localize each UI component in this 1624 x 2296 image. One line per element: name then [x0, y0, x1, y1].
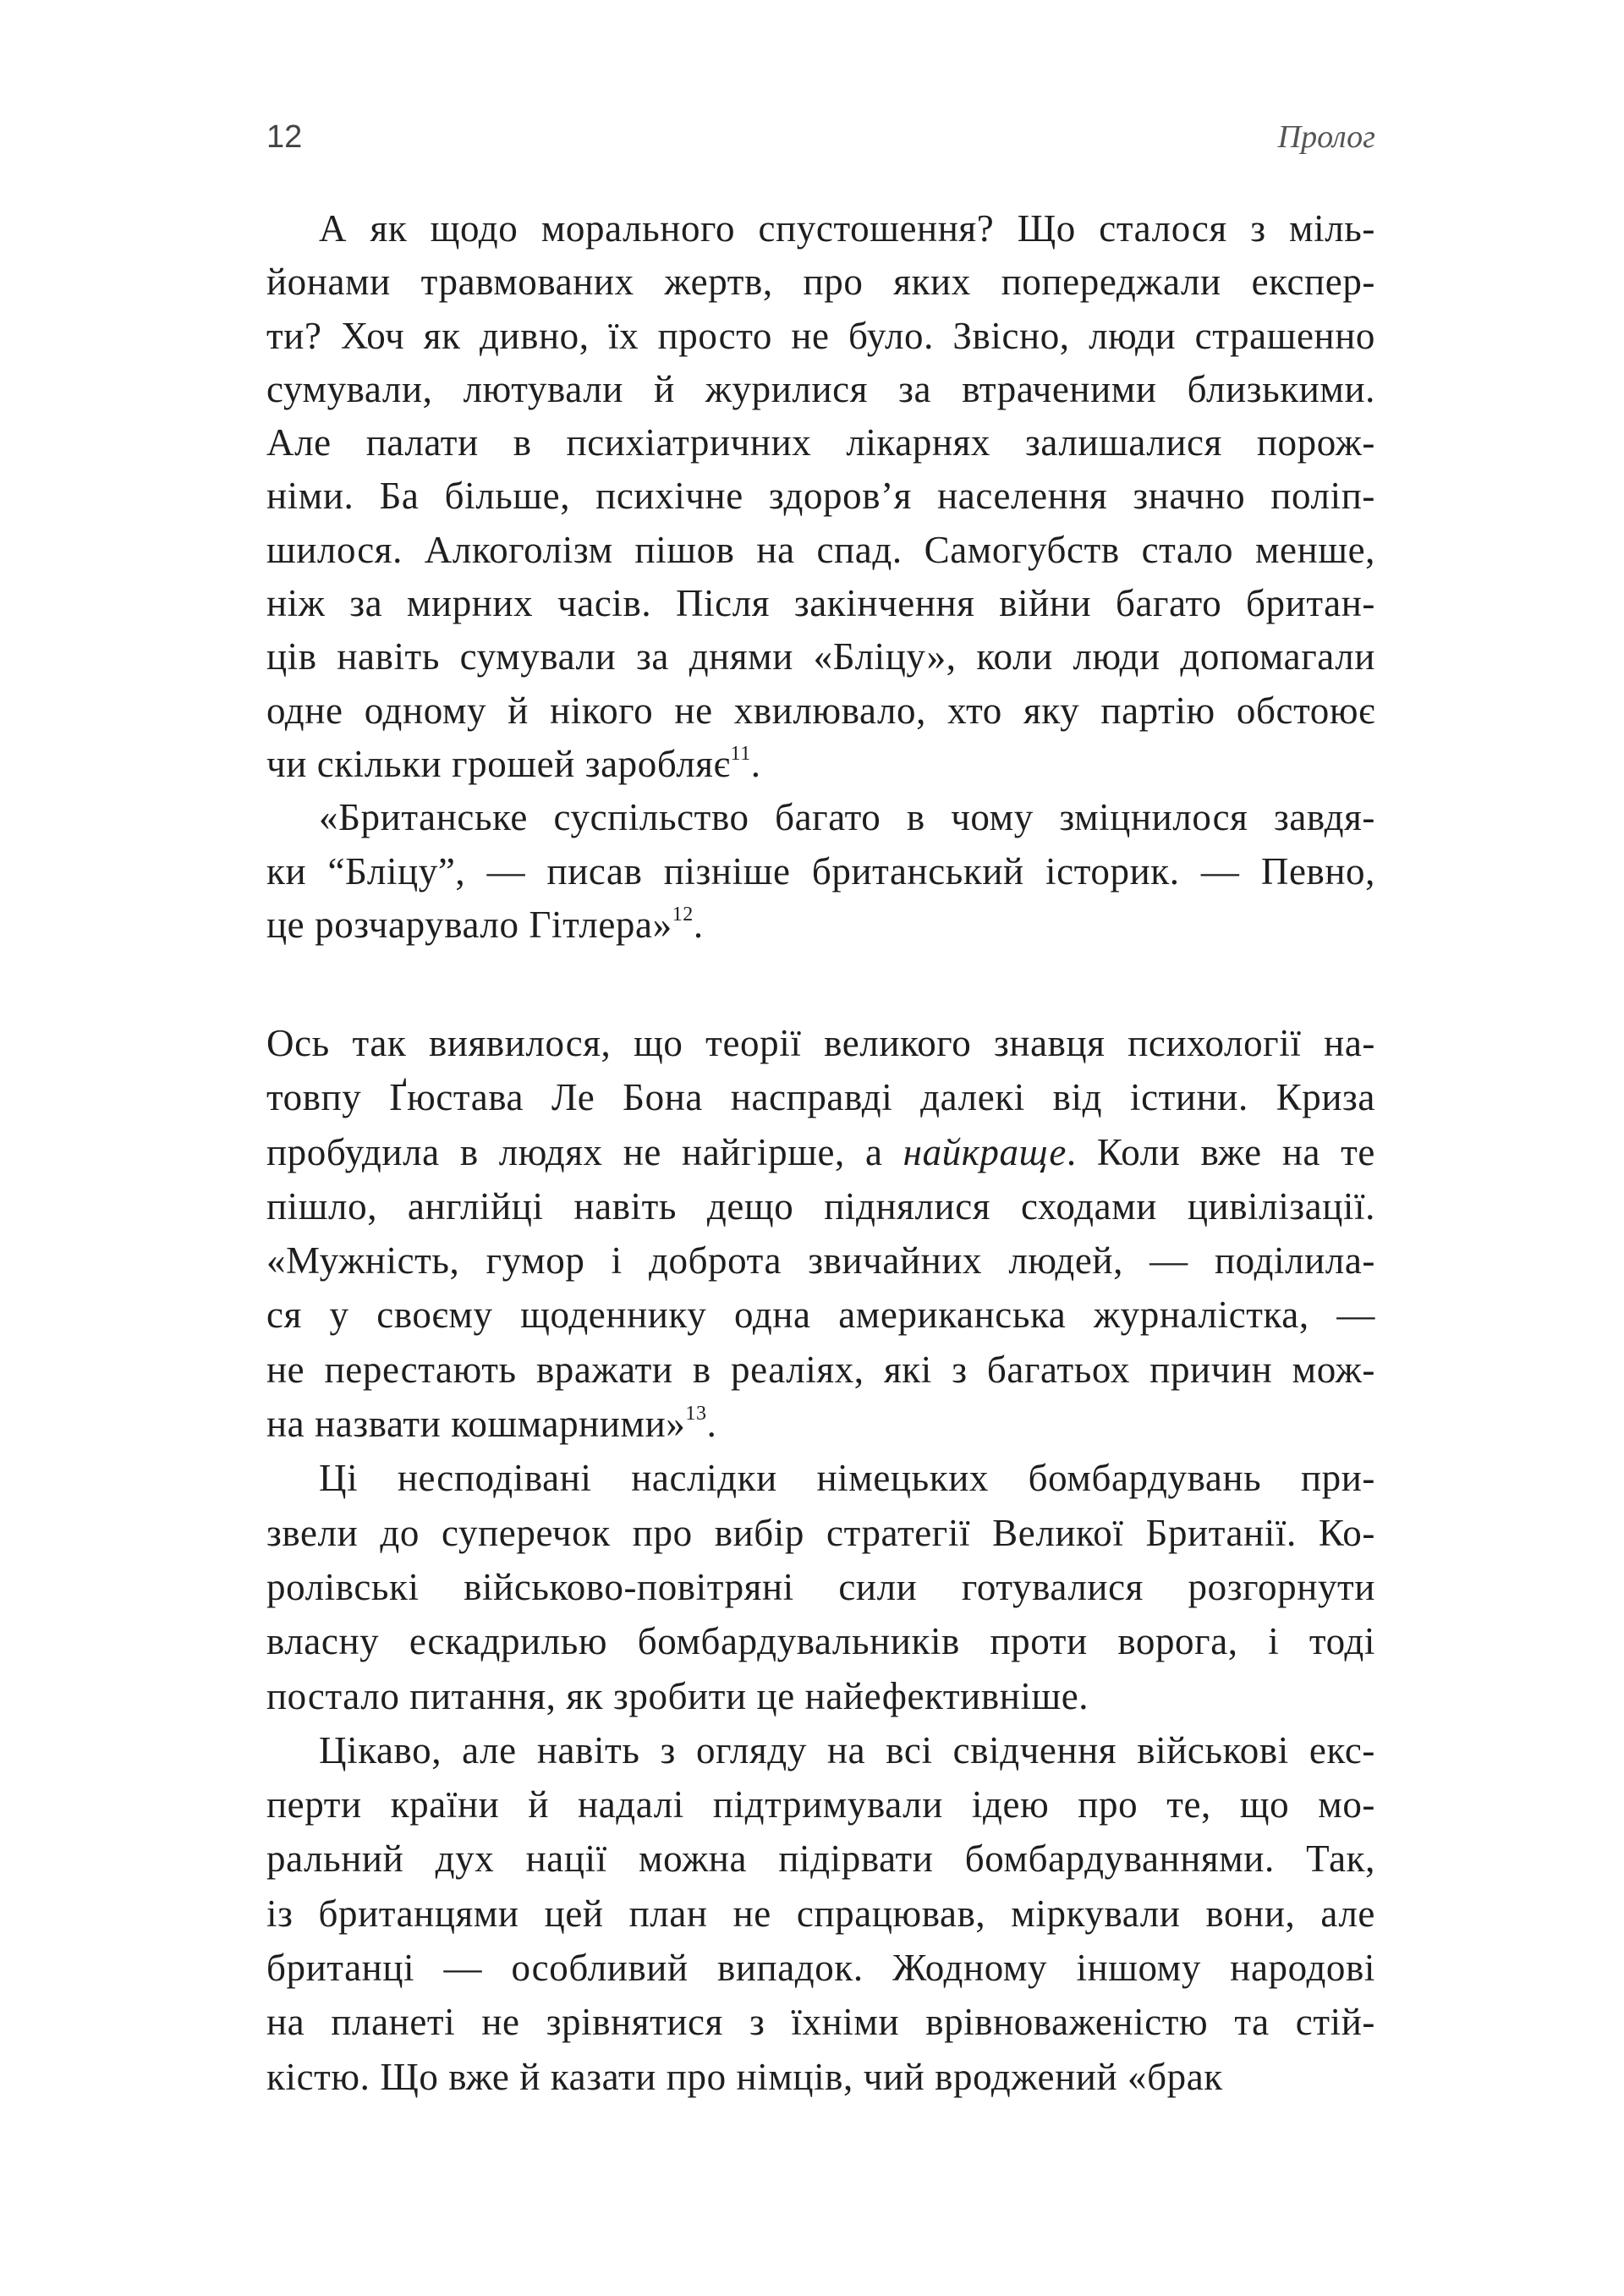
- text-line: ральний дух нації можна підірвати бомбардуваннями. Так,: [266, 1837, 1375, 1881]
- text-line: йонами травмованих жертв, про яких попереджали експер-: [266, 261, 1375, 304]
- running-head: Пролог: [1277, 119, 1375, 155]
- text-line: [266, 738, 1375, 791]
- footnote-marker: 11: [730, 742, 751, 765]
- text-line: ців навіть сумували за днями «Бліцу», коли люди допомагали: [266, 635, 1375, 678]
- emphasis-text: найкраще: [903, 1130, 1067, 1173]
- text-line: німи. Ба більше, психічне здоров’я населення значно поліп-: [266, 475, 1375, 518]
- text-line: британці — особливий випадок. Жодному іншому народові: [266, 1947, 1375, 1990]
- text-segment: пробудила в людях не найгірше, а: [266, 1130, 903, 1173]
- text-line: пішло, англійці навіть дещо піднялися сходами цивілізації.: [266, 1184, 1375, 1228]
- text-line: Але палати в психіатричних лікарнях залишалися порож-: [266, 421, 1375, 464]
- text-segment: це розчарувало Гітлера»: [266, 903, 672, 946]
- text-line: товпу Ґюстава Ле Бона насправді далекі від істини. Криза: [266, 1076, 1375, 1119]
- footnote-marker: 13: [685, 1403, 707, 1425]
- text-line: А як щодо морального спустошення? Що сталося з міль-: [319, 207, 1375, 250]
- text-line: на планеті не зрівнятися з їхніми врівноваженістю та стій-: [266, 2001, 1375, 2044]
- text-line: із британцями цей план не спрацював, міркували вони, але: [266, 1892, 1375, 1935]
- text-line: [266, 1397, 1375, 1451]
- text-line: Ось так виявилося, що теорії великого знавця психології на-: [266, 1022, 1375, 1064]
- text-line: власну ескадрилью бомбардувальників проти ворога, і тоді: [266, 1620, 1375, 1663]
- text-segment: на назвати кошмарними»: [266, 1403, 686, 1446]
- text-line: одне одному й нікого не хвилювало, хто яку партію обстоює: [266, 689, 1375, 732]
- page-number: 12: [266, 119, 303, 155]
- text-line: [266, 1125, 1375, 1179]
- text-line: ки “Бліцу”, — писав пізніше британський історик. — Певно,: [266, 849, 1375, 893]
- text-line: сумували, лютували й журилися за втраченими близькими.: [266, 367, 1375, 410]
- text-segment: .: [750, 742, 761, 785]
- text-line: Цікаво, але навіть з огляду на всі свідчення військові екс-: [319, 1728, 1375, 1771]
- text-line: не перестають вражати в реаліях, які з багатьох причин мож-: [266, 1348, 1375, 1391]
- text-segment: .: [693, 903, 704, 946]
- text-line: «Британське суспільство багато в чому зміцнилося завдя-: [319, 796, 1375, 839]
- text-line: ти? Хоч як дивно, їх просто не було. Звісно, люди страшенно: [266, 314, 1375, 357]
- text-line: шилося. Алкоголізм пішов на спад. Самогубств стало менше,: [266, 528, 1375, 571]
- text-segment: .: [706, 1403, 717, 1446]
- text-line: «Мужність, гумор і доброта звичайних людей, — поділила-: [266, 1239, 1375, 1283]
- text-line: Ці несподівані наслідки німецьких бомбардувань при-: [319, 1457, 1375, 1500]
- text-segment: чи скільки грошей заробляє: [266, 742, 731, 785]
- text-block: [266, 1016, 1375, 2104]
- text-line: кістю. Що вже й казати про німців, чий вроджений «брак: [266, 2055, 1223, 2098]
- text-line: перти країни й надалі підтримували ідею про те, що мо-: [266, 1783, 1375, 1826]
- footnote-marker: 12: [672, 903, 694, 926]
- text-line: постало питання, як зробити це найефективніше.: [266, 1674, 1089, 1717]
- text-line: ся у своєму щоденнику одна американська журналістка, —: [266, 1294, 1375, 1337]
- text-line: звели до суперечок про вибір стратегії Великої Британії. Ко-: [266, 1511, 1375, 1554]
- text-line: ніж за мирних часів. Після закінчення війни багато британ-: [266, 582, 1375, 625]
- text-block: [266, 202, 1375, 952]
- text-line: ролівські військово-повітряні сили готувалися розгорнути: [266, 1565, 1375, 1608]
- text-segment: . Коли вже на те: [1066, 1130, 1376, 1173]
- text-line: [266, 898, 1375, 952]
